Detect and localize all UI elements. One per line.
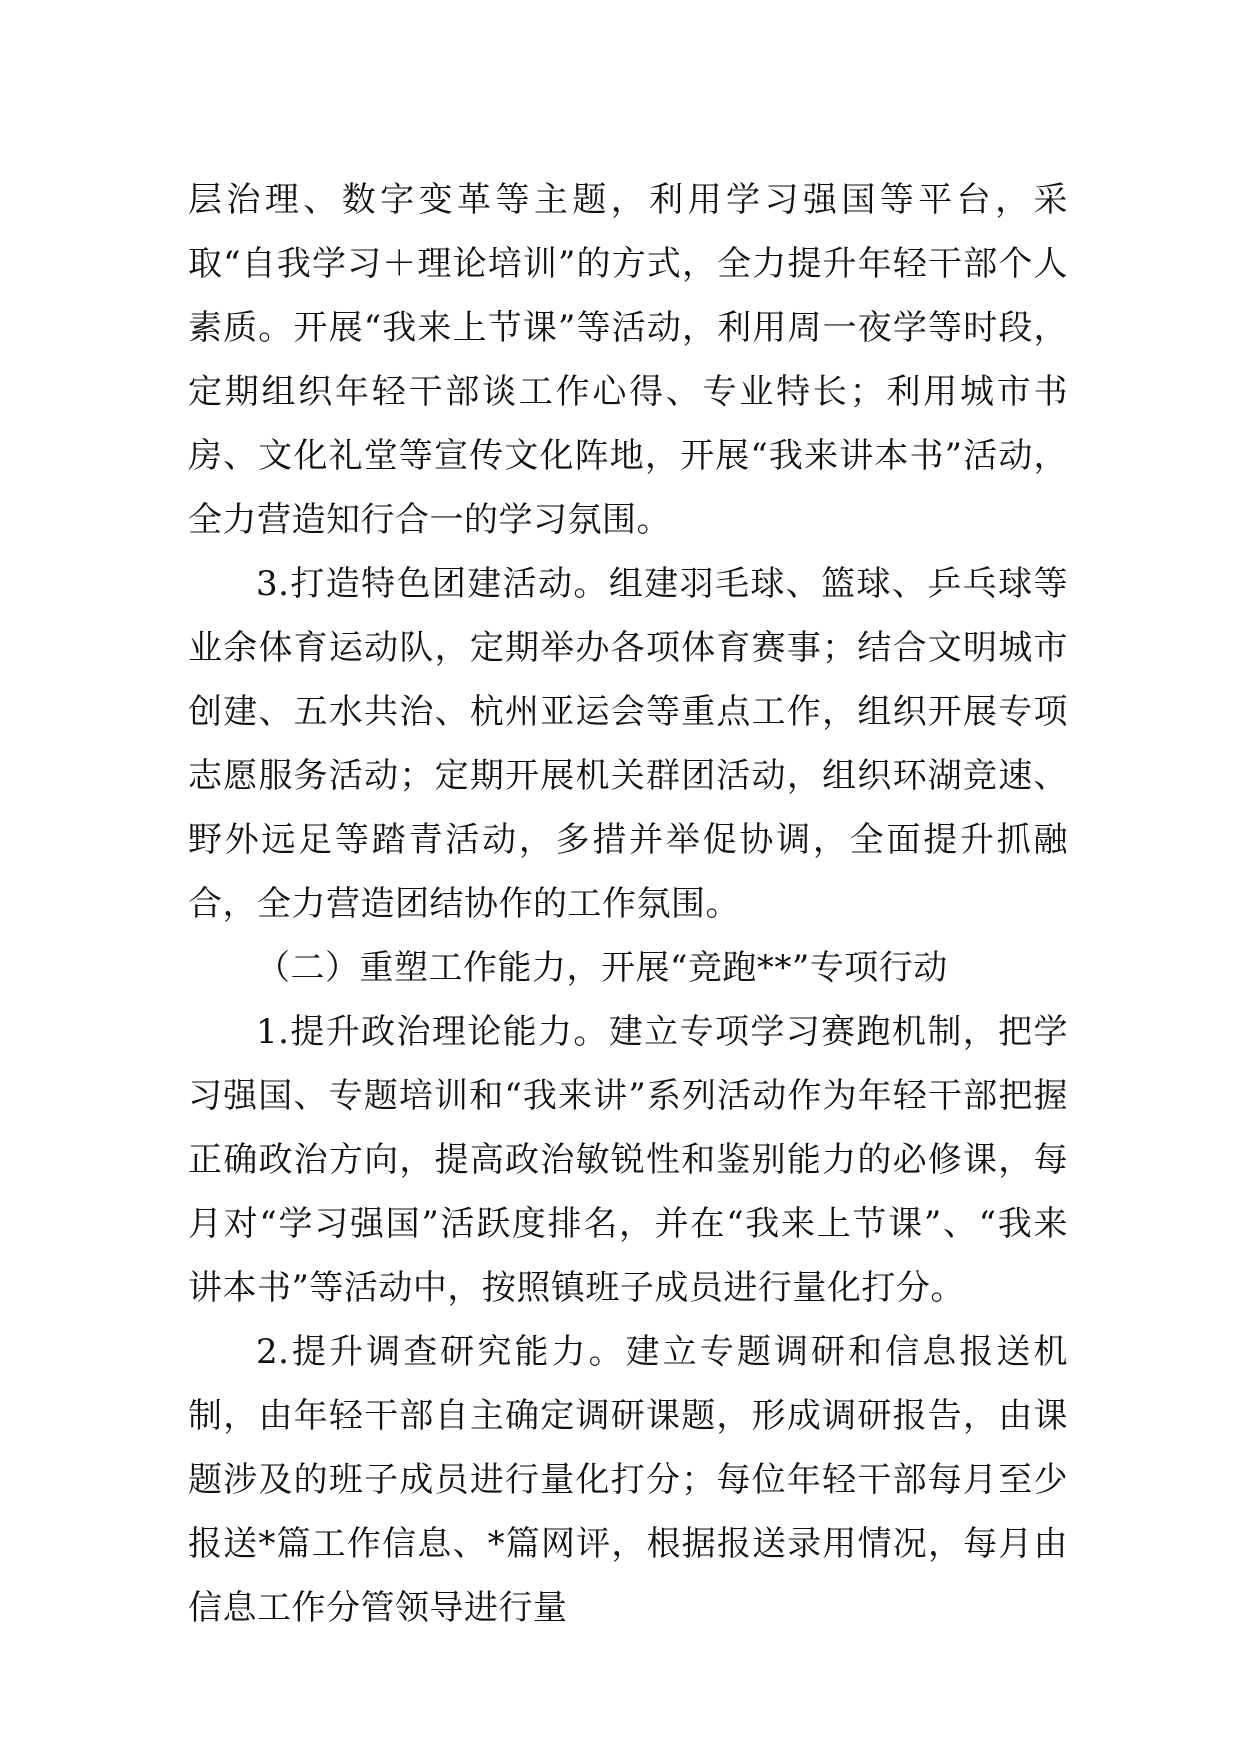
paragraph-item-1: 1.提升政治理论能力。建立专项学习赛跑机制，把学习强国、专题培训和“我来讲”系列活动作为年轻干部把握正确政治方向，提高政治敏锐性和鉴别能力的必修课，每月对“学习强国”活跃度排名，并在“我来上节课”、“我来讲本书”等活动中，按照镇班子成员进行量化打分。 (188, 1012, 1068, 1308)
section-heading: （二）重塑工作能力，开展“竞跑**”专项行动 (256, 948, 948, 988)
document-body (188, 168, 1068, 1640)
paragraph-continuation: 层治理、数字变革等主题，利用学习强国等平台，采取“自我学习＋理论培训”的方式，全力提升年轻干部个人素质。开展“我来上节课”等活动，利用周一夜学等时段，定期组织年轻干部谈工作心得、专业特长；利用城市书房、文化礼堂等宣传文化阵地，开展“我来讲本书”活动，全力营造知行合一的学习氛围。 (188, 180, 1068, 540)
paragraph-item-2: 2.提升调查研究能力。建立专题调研和信息报送机制，由年轻干部自主确定调研课题，形成调研报告，由课题涉及的班子成员进行量化打分；每位年轻干部每月至少报送*篇工作信息、*篇网评，根据报送录用情况，每月由信息工作分管领导进行量 (188, 1332, 1068, 1628)
paragraph-item-3: 3.打造特色团建活动。组建羽毛球、篮球、乒乓球等业余体育运动队，定期举办各项体育赛事；结合文明城市创建、五水共治、杭州亚运会等重点工作，组织开展专项志愿服务活动；定期开展机关群团活动，组织环湖竞速、野外远足等踏青活动，多措并举促协调，全面提升抓融合，全力营造团结协作的工作氛围。 (188, 564, 1068, 924)
